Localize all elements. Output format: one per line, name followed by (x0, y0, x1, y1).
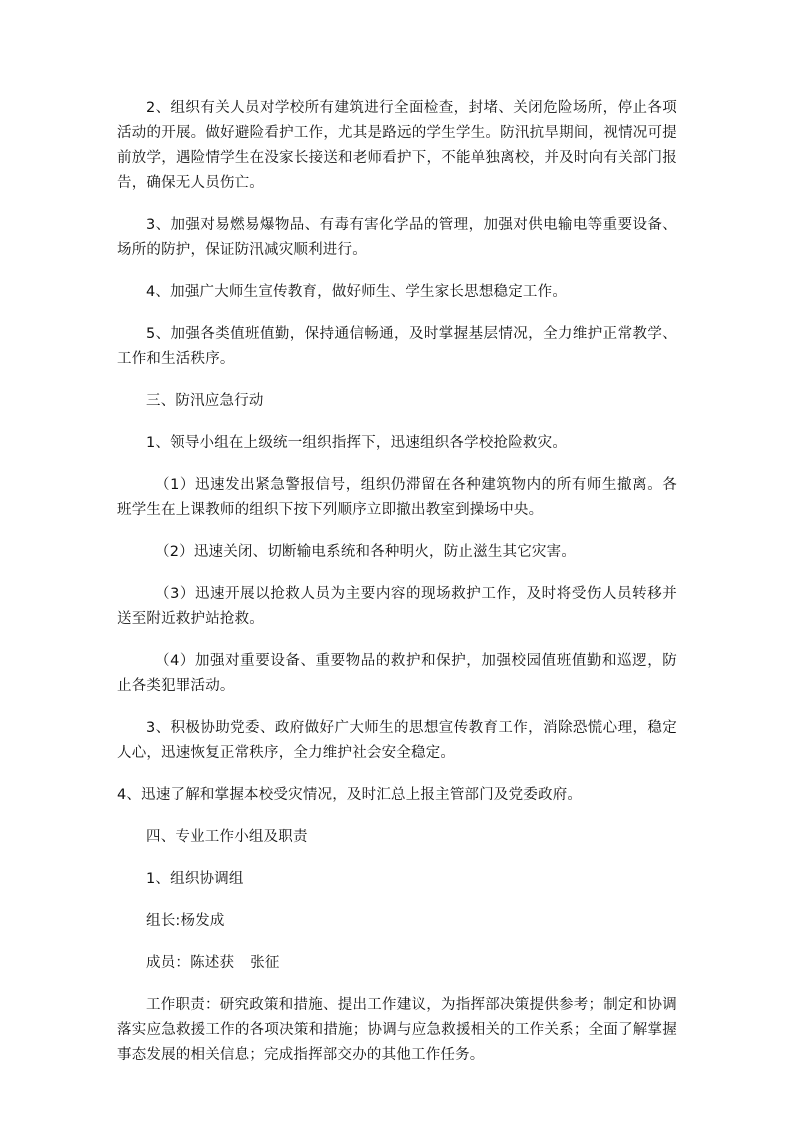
paragraph-item-5: 5、加强各类值班值勤，保持通信畅通，及时掌握基层情况，全力维护正常教学、工作和生活秩序。 (117, 326, 677, 367)
paragraph-subitem-4: （4）加强对重要设备、重要物品的救护和保护，加强校园值班值勤和巡逻，防止各类犯罪活动。 (117, 653, 677, 694)
group-title: 1、组织协调组 (146, 871, 244, 887)
paragraph-item-4: 4、加强广大师生宣传教育，做好师生、学生家长思想稳定工作。 (146, 284, 568, 300)
paragraph-action-1: 1、领导小组在上级统一组织指挥下，迅速组织各学校抢险救灾。 (146, 435, 568, 451)
document-body (117, 96, 677, 1085)
section-heading-3: 三、防汛应急行动 (146, 393, 264, 409)
paragraph-action-3: 3、积极协助党委、政府做好广大师生的思想宣传教育工作，消除恐慌心理，稳定人心，迅速恢复正常秩序，全力维护社会安全稳定。 (117, 720, 677, 761)
section-heading-4: 四、专业工作小组及职责 (146, 829, 308, 845)
paragraph-item-2: 2、组织有关人员对学校所有建筑进行全面检查，封堵、关闭危险场所，停止各项活动的开展。做好避险看护工作，尤其是路远的学生学生。防汛抗旱期间，视情况可提前放学，遇险情学生在没家长接送和老师看护下，不能单独离校，并及时向有关部门报告，确保无人员伤亡。 (117, 100, 677, 191)
group-member-second: 张征 (250, 955, 280, 971)
group-members-label: 成员：陈述获 (146, 955, 235, 971)
group-duties: 工作职责：研究政策和措施、提出工作建议，为指挥部决策提供参考；制定和协调落实应急救援工作的各项决策和措施；协调与应急救援相关的工作关系；全面了解掌握事态发展的相关信息；完成指挥部交办的其他工作任务。 (117, 997, 677, 1063)
paragraph-subitem-3: （3）迅速开展以抢救人员为主要内容的现场救护工作，及时将受伤人员转移并送至附近救护站抢救。 (117, 586, 677, 627)
paragraph-item-3: 3、加强对易燃易爆物品、有毒有害化学品的管理，加强对供电输电等重要设备、场所的防护，保证防汛减灾顺利进行。 (117, 217, 677, 258)
paragraph-action-4: 4、迅速了解和掌握本校受灾情况，及时汇总上报主管部门及党委政府。 (117, 787, 583, 803)
paragraph-subitem-1: （1）迅速发出紧急警报信号，组织仍滞留在各种建筑物内的所有师生撤离。各班学生在上课教师的组织下按下列顺序立即撤出教室到操场中央。 (117, 477, 677, 518)
paragraph-subitem-2: （2）迅速关闭、切断输电系统和各种明火，防止滋生其它灾害。 (155, 544, 577, 560)
group-leader: 组长:杨发成 (146, 913, 225, 929)
group-members (117, 951, 677, 976)
